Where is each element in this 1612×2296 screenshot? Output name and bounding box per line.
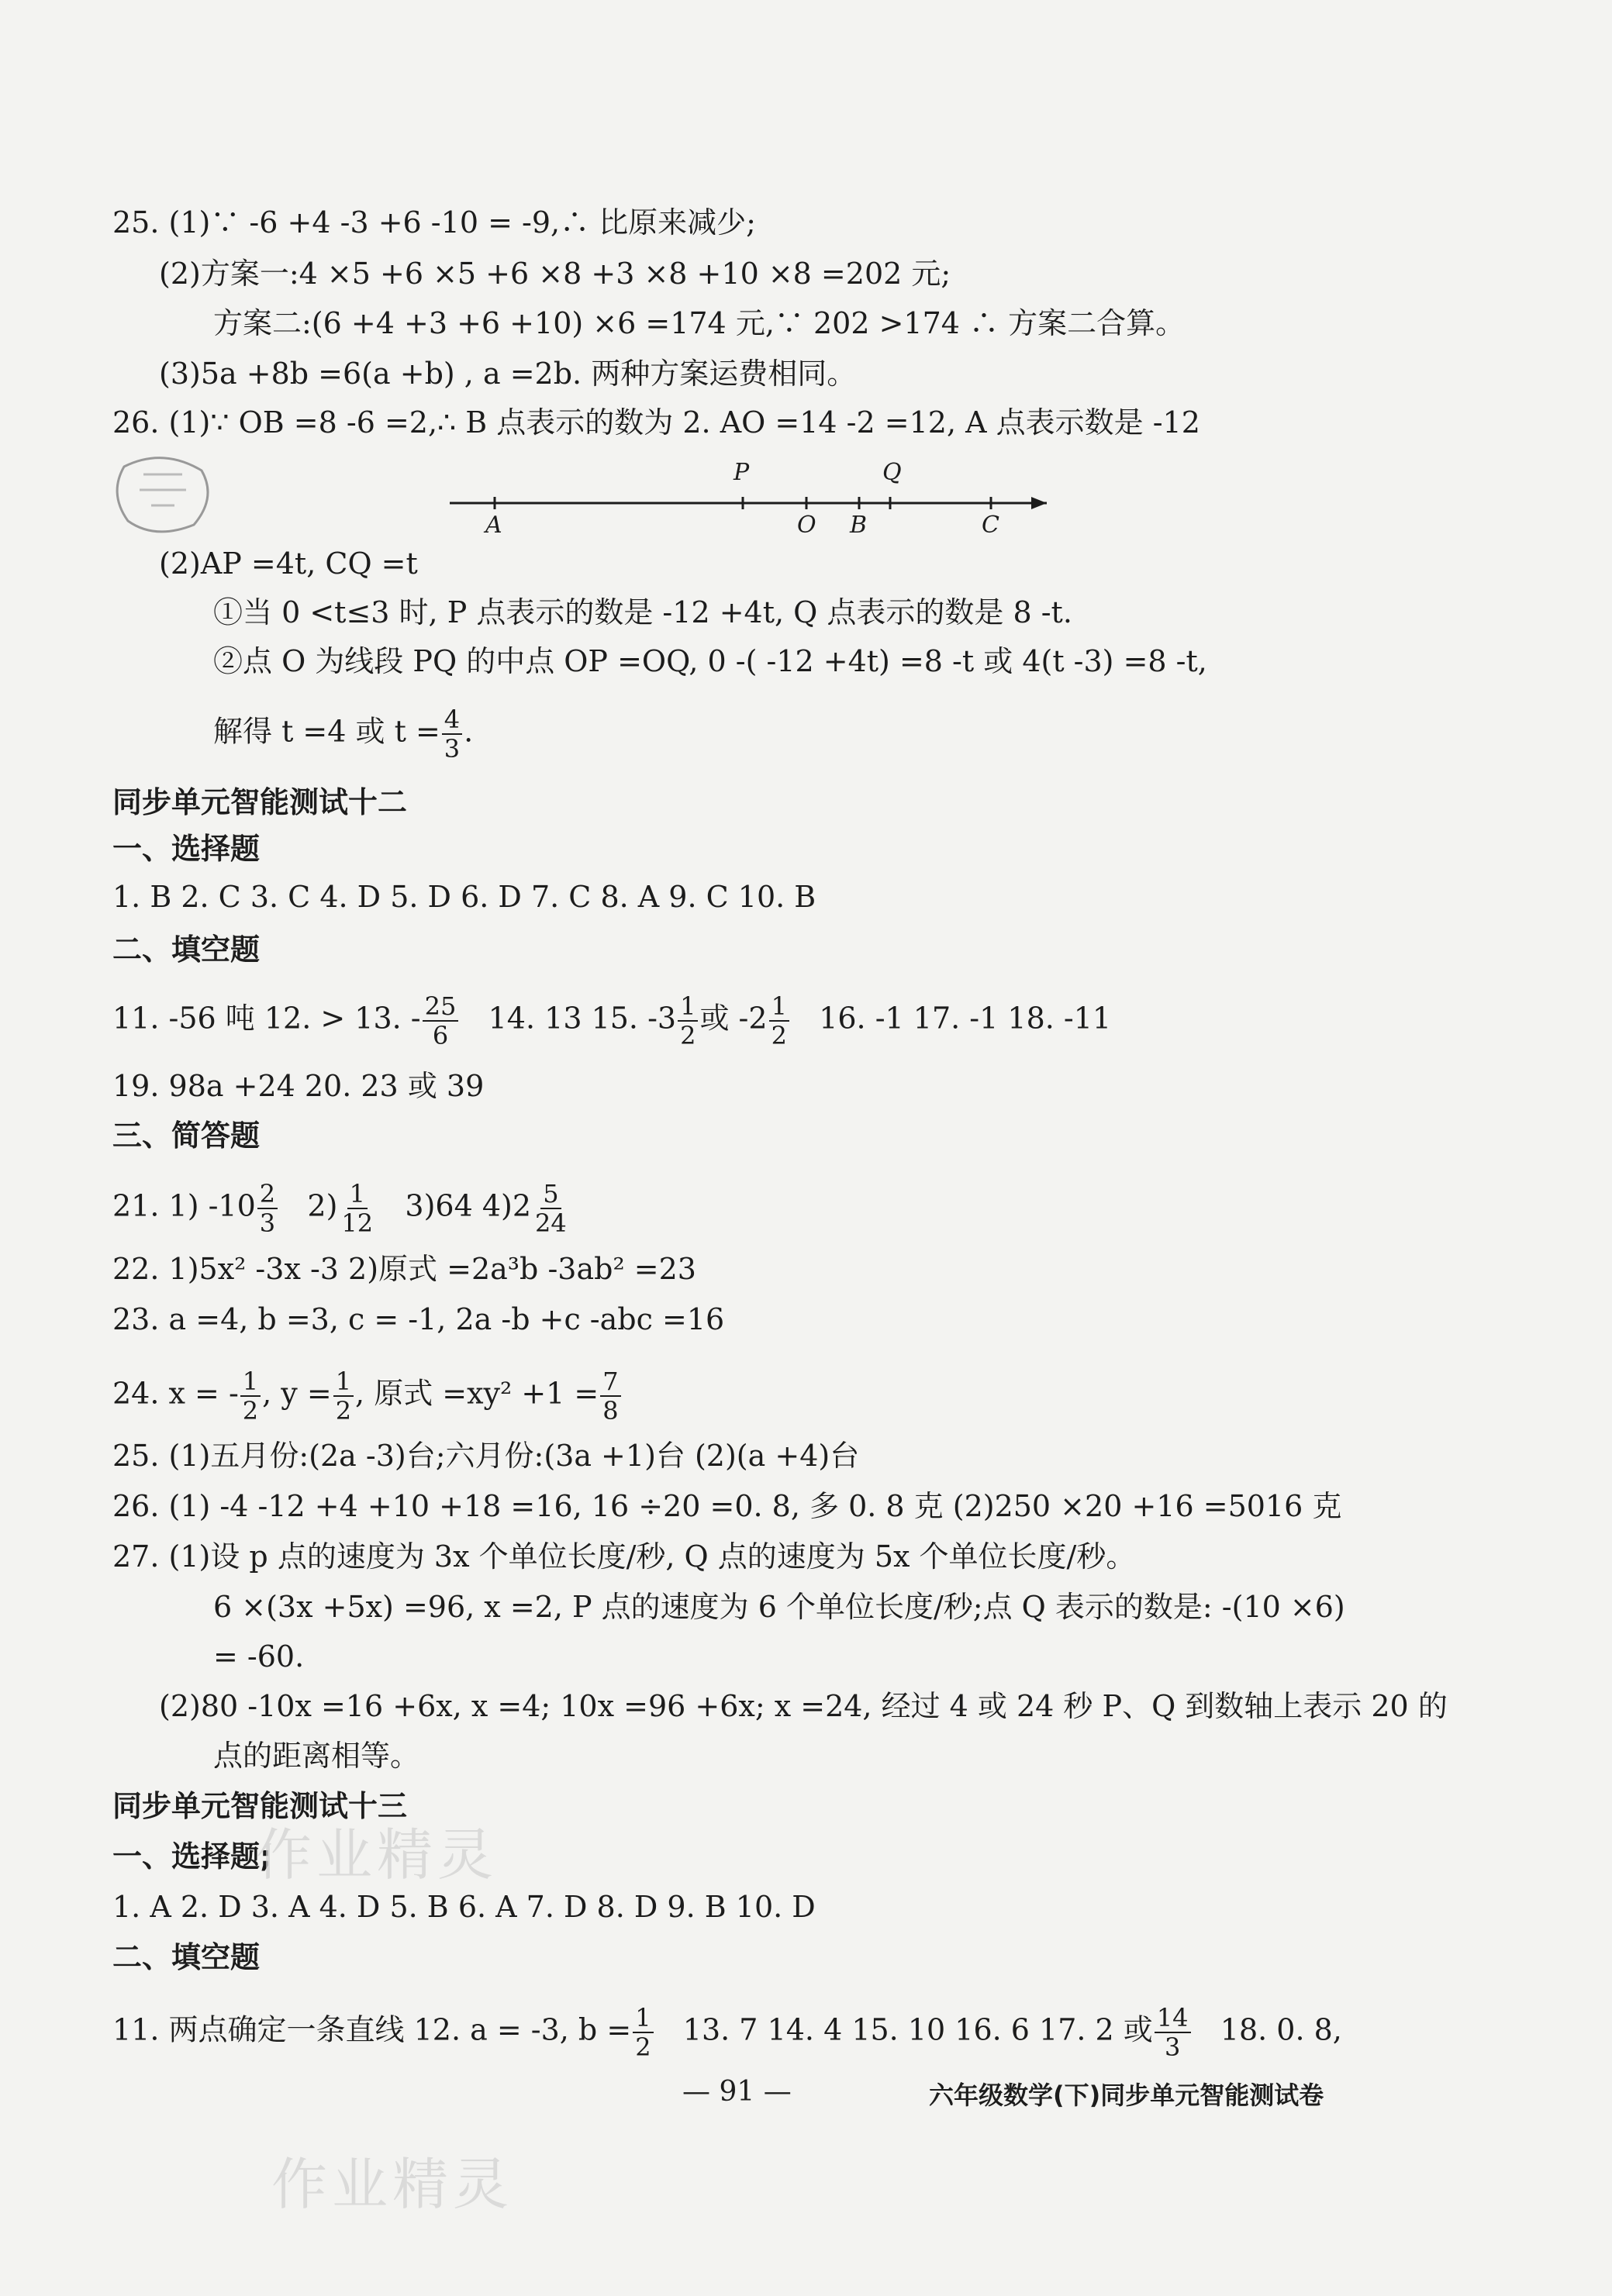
watermark: 作业精灵 — [256, 1822, 499, 1887]
answer-26-1: 26. (1)∵ OB =8 -6 =2,∴ B 点表示的数为 2. AO =14 -2 =12, A 点表示数是 -12 — [112, 405, 1200, 440]
section-title-12: 同步单元智能测试十二 — [112, 785, 408, 819]
answer-26-2c: 解得 t =4 或 t = $\frac{4}{3}$ . — [213, 705, 474, 764]
answer-22: 22. 1)5x² -3x -3 2)原式 =2a³b -3ab² =23 — [112, 1252, 696, 1286]
answer-26-2b: ②点 O 为线段 PQ 的中点 OP =OQ, 0 -( -12 +4t) =8 -t 或 4(t -3) =8 -t, — [213, 644, 1207, 678]
answer-25-3: (3)5a +8b =6(a +b) , a =2b. 两种方案运费相同。 — [159, 357, 857, 391]
heading-choice-13: 一、选择题; — [112, 1839, 272, 1874]
footer-title: 六年级数学(下)同步单元智能测试卷 — [929, 2081, 1324, 2110]
answer-26-2: (2)AP =4t, CQ =t — [159, 546, 418, 581]
heading-short-answer: 三、简答题 — [112, 1119, 261, 1153]
label-A: A — [485, 512, 502, 539]
answer-27-1: 27. (1)设 p 点的速度为 3x 个单位长度/秒, Q 点的速度为 5x 个单位长度/秒。 — [112, 1539, 1136, 1574]
stamp-logo — [109, 451, 217, 536]
fill-answers-11-18: 11. -56 吨 12. > 13. - $\frac{25}{6}$ 14. 13 15. -3 $\frac{1}{2}$ 或 -2 $\frac{1}{2}$ 16. -1 17. -1 18. -11 — [112, 991, 1112, 1050]
label-C: C — [982, 512, 999, 539]
answer-27-2b: 点的距离相等。 — [213, 1739, 420, 1773]
answer-21: 21. 1) -10 $\frac{2}{3}$ 2) $\frac{1}{12}$ 3)64 4)2 $\frac{5}{24}$ — [112, 1179, 567, 1238]
fill-answers-19-20: 19. 98a +24 20. 23 或 39 — [112, 1069, 485, 1103]
answer-26: 26. (1) -4 -12 +4 +10 +18 =16, 16 ÷20 =0. 8, 多 0. 8 克 (2)250 ×20 +16 =5016 克 — [112, 1489, 1342, 1523]
answer-26-2a: ①当 0 <t≤3 时, P 点表示的数是 -12 +4t, Q 点表示的数是 8 -t. — [213, 595, 1072, 629]
answer-25-1: 25. (1)∵ -6 +4 -3 +6 -10 = -9,∴ 比原来减少; — [112, 205, 756, 240]
number-line — [442, 453, 1062, 539]
label-O: O — [797, 512, 816, 539]
answer-25: 25. (1)五月份:(2a -3)台;六月份:(3a +1)台 (2)(a +4)台 — [112, 1439, 860, 1473]
label-Q: Q — [882, 459, 902, 486]
choice-answers-13: 1. A 2. D 3. A 4. D 5. B 6. A 7. D 8. D 9. B 10. D — [112, 1890, 816, 1924]
answer-25-2b: 方案二:(6 +4 +3 +6 +10) ×6 =174 元,∵ 202 >174 ∴ 方案二合算。 — [213, 306, 1186, 340]
answer-24: 24. x = - $\frac{1}{2}$ , y = $\frac{1}{2}$ , 原式 =xy² +1 = $\frac{7}{8}$ — [112, 1367, 623, 1425]
answer-23: 23. a =4, b =3, c = -1, 2a -b +c -abc =16 — [112, 1302, 725, 1336]
answer-27-1c: = -60. — [213, 1639, 305, 1674]
heading-fill: 二、填空题 — [112, 933, 261, 967]
fraction: $\frac{4}{3}$ — [442, 705, 462, 763]
heading-choice: 一、选择题 — [112, 832, 261, 866]
answer-27-2: (2)80 -10x =16 +6x, x =4; 10x =96 +6x; x =24, 经过 4 或 24 秒 P、Q 到数轴上表示 20 的 — [159, 1689, 1448, 1723]
page-number: — 91 — — [682, 2076, 792, 2108]
answer-27-1b: 6 ×(3x +5x) =96, x =2, P 点的速度为 6 个单位长度/秒;点 Q 表示的数是: -(10 ×6) — [213, 1590, 1345, 1624]
label-B: B — [850, 512, 868, 539]
fill-answers-13: 11. 两点确定一条直线 12. a = -3, b = $\frac{1}{2}$ 13. 7 14. 4 15. 10 16. 6 17. 2 或 $\frac{14}{3}$ 18. 0. 8, — [112, 2003, 1342, 2062]
answer-25-2: (2)方案一:4 ×5 +6 ×5 +6 ×8 +3 ×8 +10 ×8 =202 元; — [159, 257, 951, 291]
label-P: P — [734, 459, 750, 486]
watermark: 作业精灵 — [271, 2152, 514, 2217]
section-title-13: 同步单元智能测试十三 — [112, 1789, 408, 1823]
heading-fill-13: 二、填空题 — [112, 1940, 261, 1974]
choice-answers: 1. B 2. C 3. C 4. D 5. D 6. D 7. C 8. A 9. C 10. B — [112, 880, 816, 914]
